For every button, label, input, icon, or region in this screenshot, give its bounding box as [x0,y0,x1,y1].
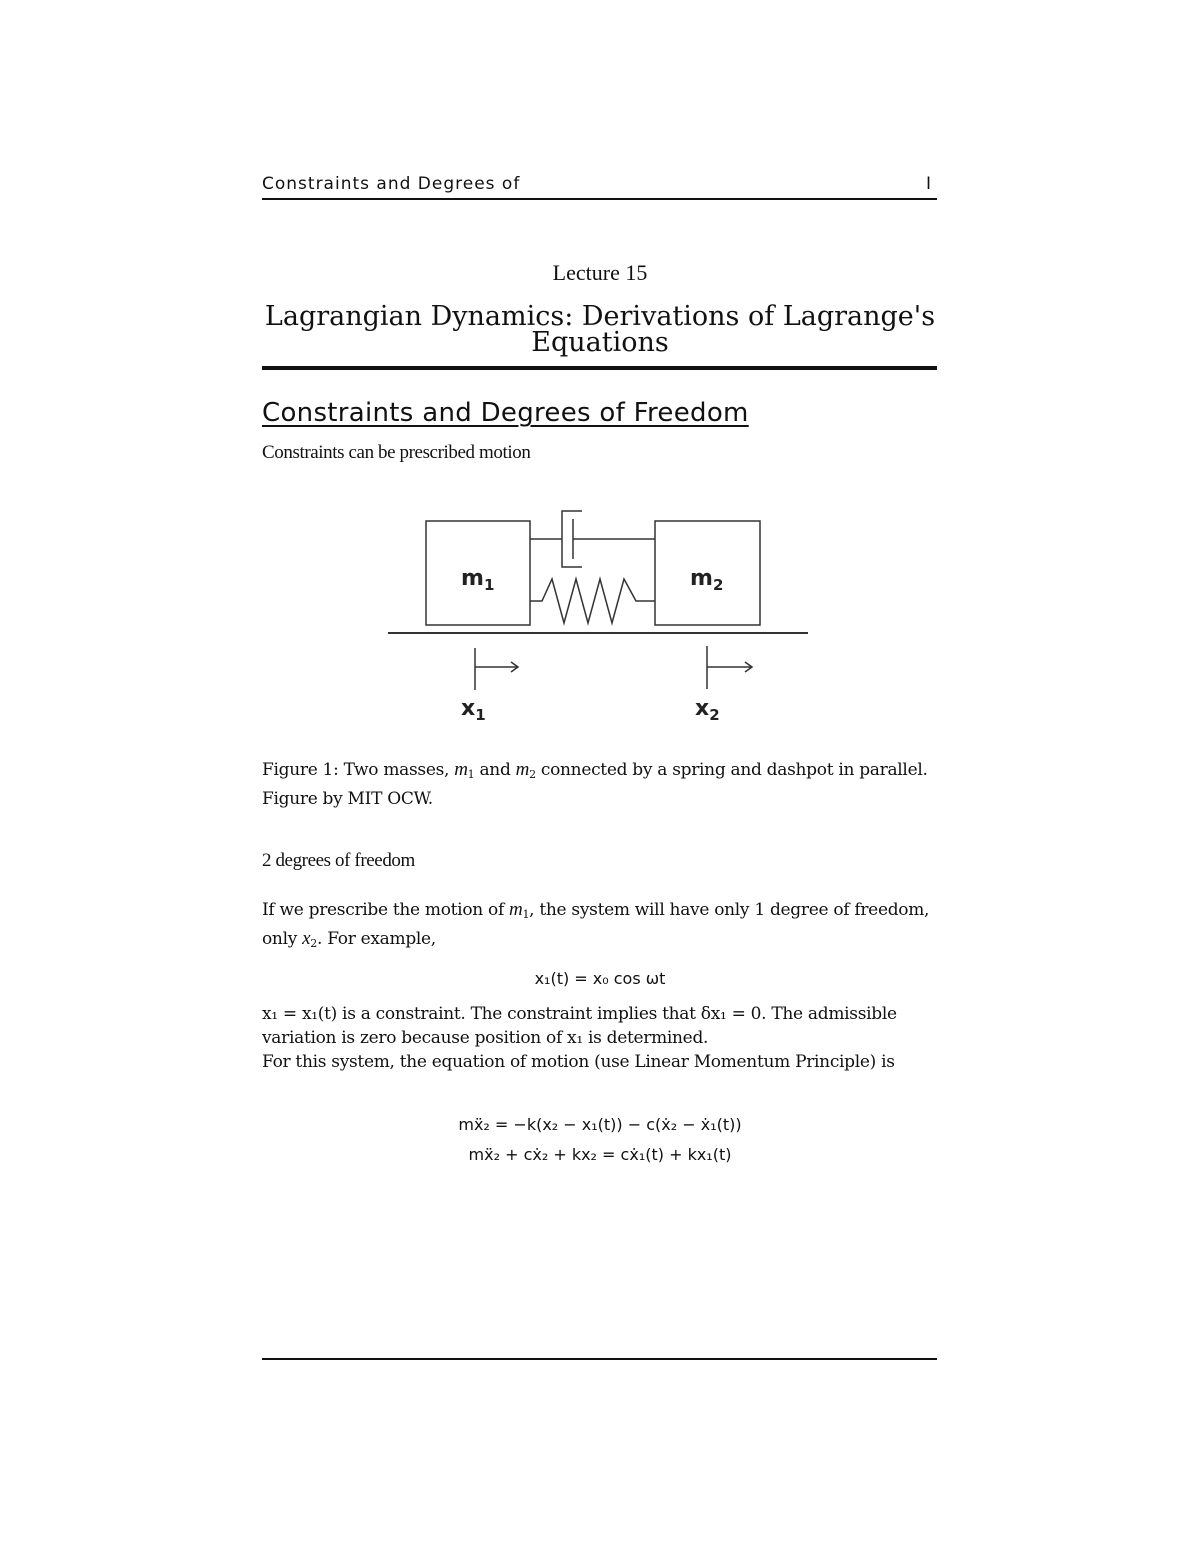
prescribe-paragraph: If we prescribe the motion of $m_1$, the system will have only 1 degree of freedom, only $x_2$. For example, [262,899,930,950]
intro-text: Constraints can be prescribed motion [262,442,531,463]
lecture-label: Lecture 15 [552,260,648,285]
mass-2-label: m [690,566,713,591]
svg-text:m1 [461,566,494,594]
figure-credit: Figure by MIT OCW. [262,789,433,809]
svg-text:m2 [690,566,723,594]
equation-of-motion-2: mẍ₂ + cẋ₂ + kx₂ = cẋ₁(t) + kx₁(t) [468,1145,732,1164]
equation-of-motion-1: mẍ₂ = −k(x₂ − x₁(t)) − c(ẋ₂ − ẋ₁(t)) [458,1115,742,1134]
running-header [262,172,937,200]
svg-text:x1 [461,696,486,724]
x1-subscript: 1 [475,706,486,724]
running-title: Constraints and Degrees of [262,174,521,194]
constraint-line-1: x₁ = x₁(t) is a constraint. The constraint implies that δx₁ = 0. The admissible [262,1004,897,1024]
section-heading: Constraints and Degrees of Freedom [262,398,749,428]
title-line-1: Lagrangian Dynamics: Derivations of Lagrange's [264,301,936,332]
constraint-line-3: For this system, the equation of motion (use Linear Momentum Principle) is [262,1052,895,1072]
constraint-equation: x₁(t) = x₀ cos ωt [534,969,666,988]
mass-1-label: m [461,566,484,591]
page-number: I [925,174,931,194]
x2-subscript: 2 [709,706,720,724]
mass-1-subscript: 1 [483,576,495,594]
x2-label: x [695,696,710,721]
mass-2-subscript: 2 [712,576,724,594]
title-line-2: Equations [531,327,669,358]
footer-rule [262,1358,937,1360]
degrees-of-freedom-text: 2 degrees of freedom [262,850,415,871]
dashpot [530,511,655,567]
x1-label: x [461,696,476,721]
x2-arrow [707,646,752,689]
spring [530,579,655,623]
page-title [230,301,970,358]
two-mass-diagram [380,505,820,730]
svg-text:x2 [695,696,720,724]
title-rule [262,366,937,370]
constraint-line-2: variation is zero because position of x₁ is determined. [262,1028,709,1048]
x1-arrow [475,648,518,690]
figure-caption: Figure 1: Two masses, $m_1$ and $m_2$ connected by a spring and dashpot in parallel. Figure by MIT OCW. [262,758,952,811]
constraint-paragraph [262,1002,962,1074]
